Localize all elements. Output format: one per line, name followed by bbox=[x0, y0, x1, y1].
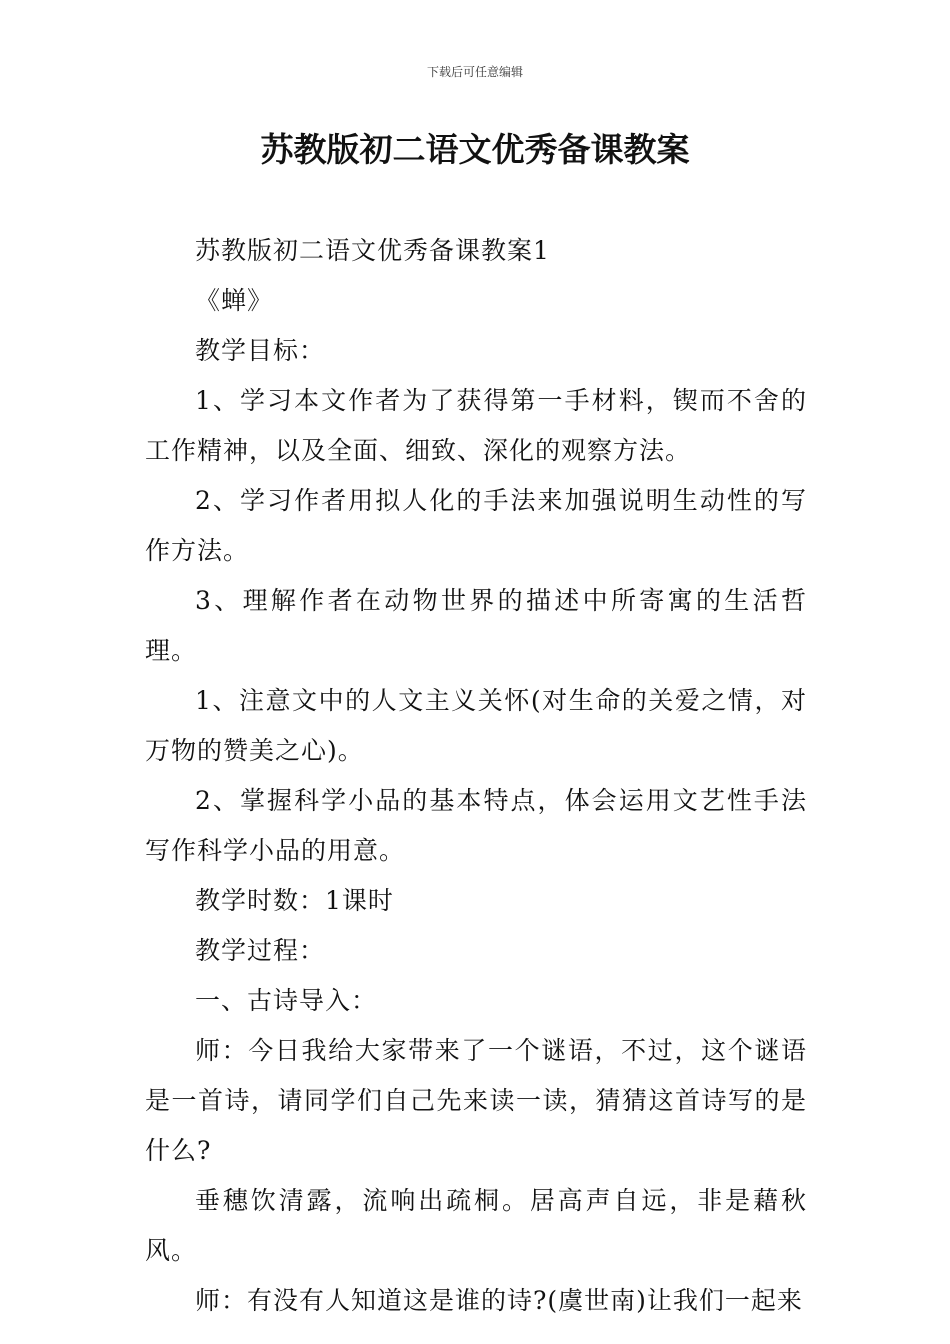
dialogue-paragraph: 师：有没有人知道这是谁的诗?(虞世南)让我们一起来 bbox=[195, 1286, 803, 1315]
objectives-heading: 教学目标： bbox=[195, 336, 326, 365]
objective-item: 1、注意文中的人文主义关怀(对生命的关爱之情，对万物的赞美之心)。 bbox=[145, 686, 807, 765]
page-header-note: 下载后可任意编辑 bbox=[426, 65, 523, 79]
step-heading: 一、古诗导入： bbox=[195, 986, 378, 1015]
lesson-title: 《蝉》 bbox=[195, 286, 274, 315]
objective-item: 1、学习本文作者为了获得第一手材料，锲而不舍的工作精神，以及全面、细致、深化的观察方法。 bbox=[145, 386, 807, 465]
poem-line: 垂穗饮清露，流响出疏桐。居高声自远，非是藉秋风。 bbox=[145, 1186, 807, 1265]
dialogue-paragraph: 师：今日我给大家带来了一个谜语，不过，这个谜语是一首诗，请同学们自己先来读一读，猜猜这首诗写的是什么? bbox=[145, 1036, 807, 1165]
objective-item: 2、学习作者用拟人化的手法来加强说明生动性的写作方法。 bbox=[145, 486, 807, 565]
objective-item: 2、掌握科学小品的基本特点，体会运用文艺性手法写作科学小品的用意。 bbox=[145, 786, 807, 865]
objective-item: 3、理解作者在动物世界的描述中所寄寓的生活哲理。 bbox=[145, 586, 807, 665]
section-heading: 苏教版初二语文优秀备课教案1 bbox=[195, 236, 550, 265]
document-title: 苏教版初二语文优秀备课教案 bbox=[260, 130, 690, 169]
class-hours: 教学时数：1课时 bbox=[195, 886, 394, 915]
document-body bbox=[145, 226, 807, 1326]
process-heading: 教学过程： bbox=[195, 936, 326, 965]
